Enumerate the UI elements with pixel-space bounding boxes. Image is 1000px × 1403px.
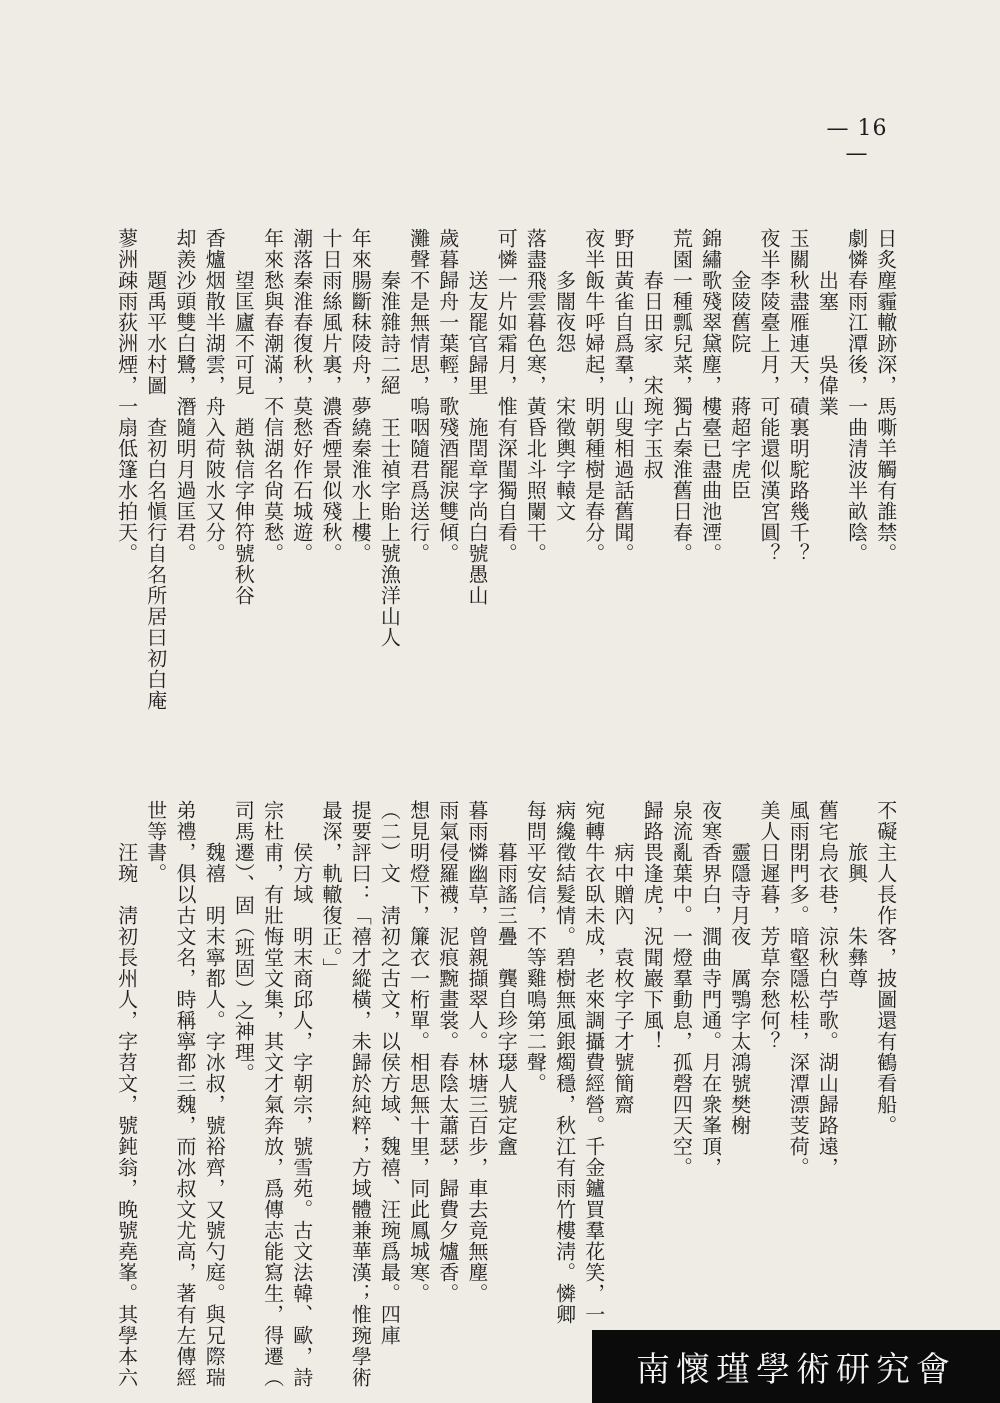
text-column: 夜寒香界白，澗曲寺門通。月在衆峯頂， [698, 800, 723, 1178]
text-column: 灘聲不是無情思，嗚咽隨君爲送行。 [406, 228, 431, 564]
text-column: 暮雨憐幽草，曾親擷翠人。林塘三百步，車去竟無塵。 [465, 800, 489, 1304]
text-column: 宛轉牛衣臥未成，老來調攝費經營。千金鑪買羣花笑，一 [581, 800, 606, 1325]
text-column: 侯方域 明末商邱人，字朝宗，號雪苑。古文法韓、歐，詩 [289, 842, 314, 1388]
text-column: 泉流亂葉中。一燈羣動息，孤磬四天空。 [669, 800, 694, 1178]
text-column: 秦淮雜詩二絕 王士禎字貽上號漁洋山人 [377, 270, 402, 648]
text-column: 玉關秋盡雁連天，磧裏明駝路幾千？ [786, 228, 811, 564]
text-column: 夜半飯牛呼婦起，明朝種樹是春分。 [581, 228, 606, 564]
text-column: 暮雨謠三疊 龔自珍字璱人號定盦 [494, 842, 519, 1157]
text-column: 出塞 吳偉業 [815, 270, 840, 417]
text-column: 汪琬 淸初長州人，字苕文，號鈍翁，晚號堯峯。其學本六 [114, 842, 139, 1388]
text-column: 蓼洲疎雨荻洲煙，一扇低篷水拍天。 [114, 228, 139, 564]
text-column: 春日田家 宋琬字玉叔 [640, 270, 665, 480]
text-column: 不礙主人長作客，披圖還有鶴看船。 [873, 800, 898, 1136]
text-column: 金陵舊院 蔣超字虎臣 [727, 270, 752, 501]
text-column: 送友罷官歸里 施閏章字尚白號愚山 [465, 270, 489, 606]
text-column: 病纔徵結髮情。碧樹無風銀燭穩，秋江有雨竹樓淸。憐卿 [552, 800, 577, 1325]
text-column: 提要評曰：「禧才縱橫，未歸於純粹；方域體兼華漢；惟琬學術 [348, 800, 373, 1388]
text-column: 却羨沙頭雙白鷺，潛隨明月過匡君。 [173, 228, 197, 564]
text-column: 舊宅烏衣巷，涼秋白苧歌。湖山歸路遠， [815, 800, 840, 1178]
text-column: 日炙塵霾轍跡深，馬嘶羊觸有誰禁。 [873, 228, 898, 564]
text-column: 最深，軌轍復正。」 [319, 800, 343, 979]
text-column: 夜半李陵臺上月，可能還似漢宮圓？ [757, 228, 781, 564]
text-column: 年來愁與春潮滿，不信湖名尙莫愁。 [260, 228, 285, 564]
footer-banner: 南懷瑾學術研究會 [592, 1330, 1000, 1403]
poems-section-top [100, 228, 900, 711]
text-column: 題禹平水村圖 查初白名愼行自名所居曰初白庵 [143, 270, 168, 711]
text-column: 旅興 朱彝尊 [844, 842, 869, 989]
text-column: 病中贈內 袁枚字子才號簡齋 [611, 842, 635, 1115]
text-column: 想見明燈下，簾衣一桁單。相思無十里，同此鳳城寒。 [406, 800, 431, 1304]
text-column: 香爐烟散半湖雲，舟入荷陂水又分。 [202, 228, 227, 564]
text-column: 錦繡歌殘翠黛塵，樓臺已盡曲池湮。 [698, 228, 723, 564]
page-number: — 16 — [826, 116, 888, 166]
text-column: 歲暮歸舟一葉輕，歌殘酒罷淚雙傾。 [435, 228, 460, 564]
text-column: 弟禮，俱以古文名，時稱寧都三魏，而冰叔文尤高，著有左傳經 [173, 800, 197, 1388]
text-column: 每問平安信，不等雞鳴第二聲。 [523, 800, 548, 1094]
text-column: 歸路畏逢虎，況聞巖下風！ [640, 800, 665, 1052]
text-column: 多闇夜怨 宋徵輿字轅文 [552, 270, 577, 522]
text-column: （二）文 淸初之古文，以侯方域、魏禧、汪琬爲最。四庫 [377, 800, 402, 1346]
text-column: 魏禧 明末寧都人。字冰叔，號裕齊，又號勺庭。與兄際瑞 [202, 842, 227, 1388]
text-column: 落盡飛雲暮色寒，黃昏北斗照闌干。 [523, 228, 548, 564]
text-column: 潮落秦淮春復秋，莫愁好作石城遊。 [289, 228, 314, 564]
text-column: 荒園一種瓢兒菜，獨占秦淮舊日春。 [669, 228, 694, 564]
text-column: 美人日遲暮，芳草奈愁何？ [757, 800, 781, 1052]
text-column: 宗杜甫，有壯悔堂文集，其文才氣奔放，爲傳志能寫生，得遷（ [260, 800, 285, 1388]
text-column: 風雨閉門多。暗壑隱松桂，深潭漂芰荷。 [786, 800, 811, 1178]
text-column: 司馬遷）、固（班固）之神理。 [231, 800, 256, 1084]
text-column: 劇憐春雨江潭後，一曲清波半畝陰。 [844, 228, 869, 564]
text-column: 世等書。 [143, 800, 168, 884]
text-column: 雨氣侵羅襪，泥痕黦畫裳。春陰太蕭瑟，歸費夕爐香。 [435, 800, 460, 1304]
text-column: 十日雨絲風片裏，濃香煙景似殘秋。 [319, 228, 343, 564]
text-column: 年來腸斷秣陵舟，夢繞秦淮水上樓。 [348, 228, 373, 564]
text-column: 可憐一片如霜月，惟有深閨獨自看。 [494, 228, 519, 564]
text-column: 野田黃雀自爲羣，山叟相過話舊聞。 [611, 228, 635, 564]
text-column: 望匡廬不可見 趙執信字伸符號秋谷 [231, 270, 256, 606]
text-column: 靈隱寺月夜 厲鶚字太鴻號樊榭 [727, 842, 752, 1136]
